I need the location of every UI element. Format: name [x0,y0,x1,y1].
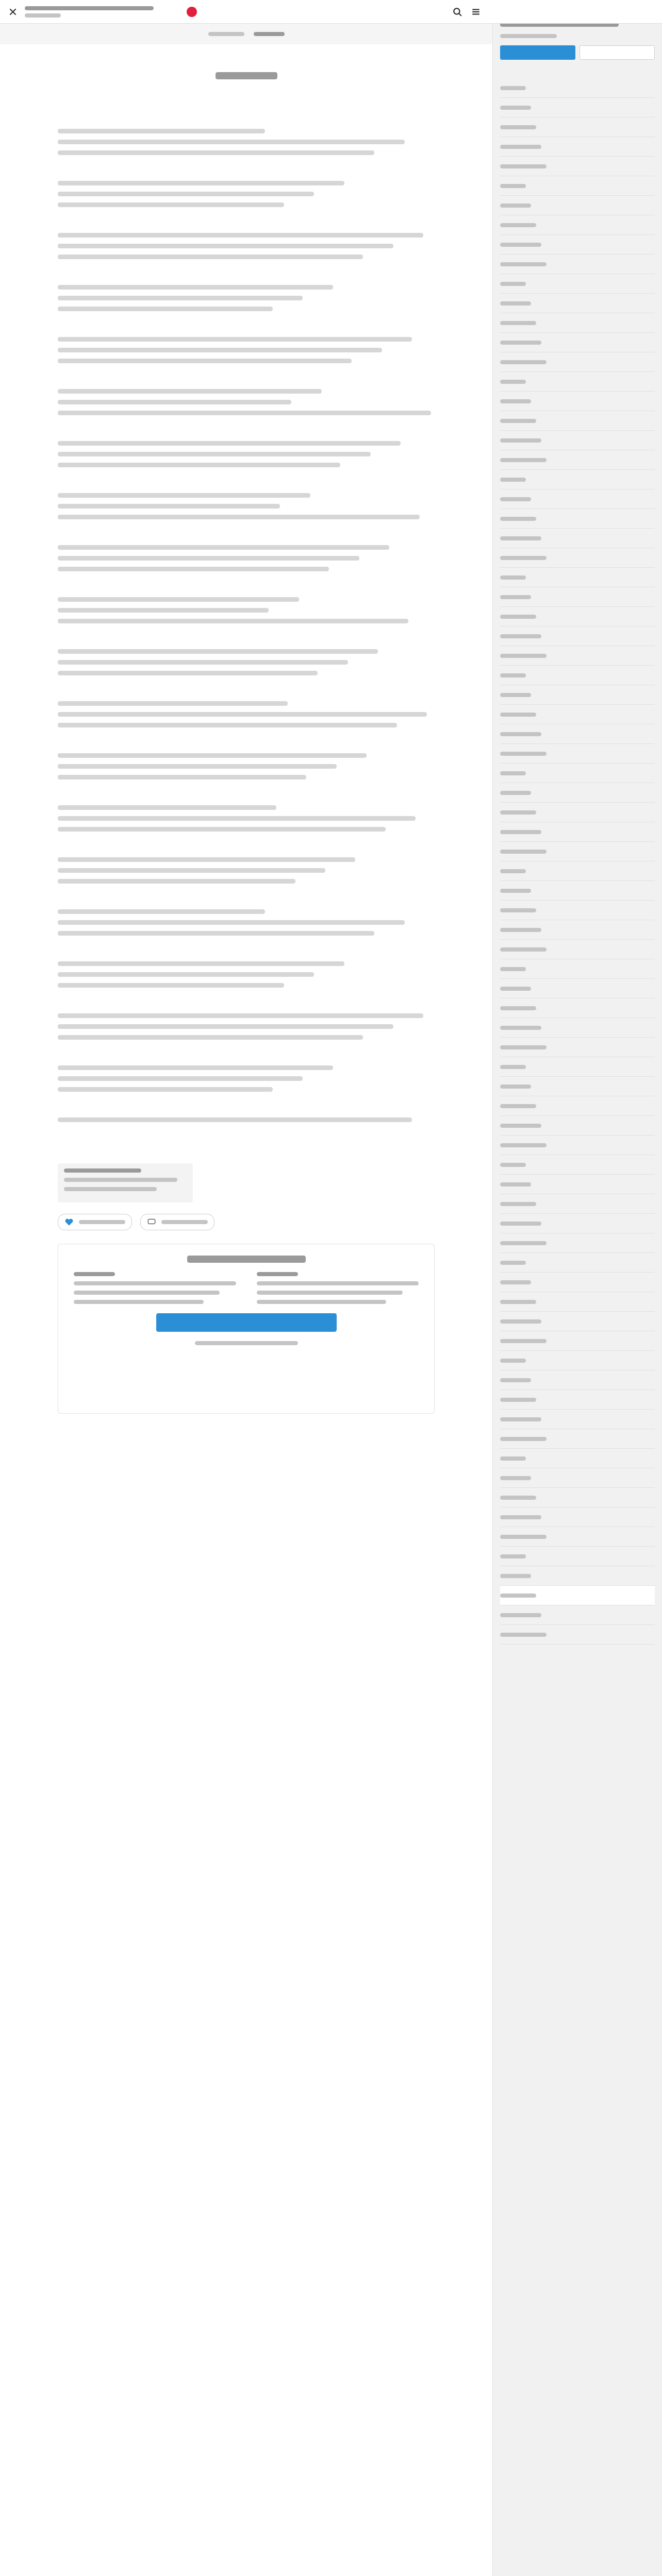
body-paragraph [58,556,359,561]
toc-entry[interactable] [500,1038,655,1057]
toc-entry[interactable] [500,783,655,803]
body-paragraph [58,192,314,196]
toc-entry[interactable] [500,646,655,666]
toc-entry[interactable] [500,313,655,333]
body-paragraph [58,764,337,769]
toc-entry[interactable] [500,137,655,157]
toc-entry[interactable] [500,1429,655,1449]
toc-entry[interactable] [500,842,655,861]
body-paragraph [58,545,389,550]
toc-entry[interactable] [500,1057,655,1077]
body-paragraph [58,1013,423,1018]
toc-entry[interactable] [500,1547,655,1566]
body-paragraph [58,400,291,404]
body-paragraph [58,712,427,717]
toc-entry[interactable] [500,1605,655,1625]
body-paragraph [58,608,269,613]
review-button[interactable] [500,45,575,60]
toc-entry[interactable] [500,1116,655,1136]
toc-entry[interactable] [500,157,655,176]
toc-entry[interactable] [500,274,655,294]
top-bar [0,0,662,24]
body-paragraph [58,129,265,133]
toc-entry[interactable] [500,255,655,274]
support-actions [58,1214,435,1230]
toc-entry[interactable] [500,392,655,411]
body-paragraph [58,1076,303,1081]
support-panel [58,1163,435,1414]
toc-entry[interactable] [500,666,655,685]
body-paragraph [58,660,348,665]
toc-entry[interactable] [500,1096,655,1116]
toc-entry[interactable] [500,1410,655,1429]
work-title-block [25,6,179,18]
toc-entry[interactable] [500,803,655,822]
toc-entry[interactable] [500,1527,655,1547]
toc-entry[interactable] [500,215,655,235]
follow-button[interactable] [580,45,655,60]
body-paragraph [58,181,344,185]
body-paragraph [58,202,284,207]
toc-entry[interactable] [500,920,655,940]
toc-entry[interactable] [500,705,655,724]
body-paragraph [58,1035,363,1040]
body-paragraph [58,515,420,519]
toc-entry[interactable] [500,1586,655,1605]
body-paragraph [58,255,363,259]
body-paragraph [58,307,273,311]
search-icon[interactable] [453,7,462,16]
toc-entry[interactable] [500,1488,655,1507]
episode-heading [0,72,492,79]
toc-entry[interactable] [500,196,655,215]
toc-entry[interactable] [500,979,655,998]
toolbar-actions [453,7,481,16]
body-paragraph [58,359,352,363]
body-paragraph [58,931,374,936]
body-paragraph [58,150,374,155]
toc-entry[interactable] [500,1136,655,1155]
body-paragraph [58,463,340,467]
toc-entry[interactable] [500,881,655,901]
toc-entry[interactable] [500,1566,655,1586]
toc-entry[interactable] [500,1253,655,1273]
toc-entry[interactable] [500,1625,655,1645]
toc-entry[interactable] [500,1233,655,1253]
episode-reader [0,24,492,2576]
body-paragraph [58,493,310,498]
body-paragraph [58,1024,393,1029]
toc-entry[interactable] [500,1507,655,1527]
toc-entry[interactable] [500,1273,655,1292]
toc-entry[interactable] [500,861,655,881]
toc-entry[interactable] [500,1370,655,1390]
body-paragraph [58,619,408,623]
toc-entry[interactable] [500,1390,655,1410]
current-episode-label [254,32,285,36]
body-paragraph [58,868,325,873]
toc-entry[interactable] [500,1155,655,1175]
toc-entry[interactable] [500,568,655,587]
toc-entry[interactable] [500,744,655,764]
toc-entry[interactable] [500,1468,655,1488]
menu-icon[interactable] [471,7,481,16]
body-paragraph [58,452,371,456]
body-paragraph [58,909,265,914]
body-paragraph [58,723,397,727]
body-paragraph [58,753,367,758]
toc-entry[interactable] [500,470,655,489]
body-paragraph [58,233,423,238]
toc-entry[interactable] [500,607,655,626]
toc-entry[interactable] [500,1449,655,1468]
body-paragraph [58,827,386,832]
body-paragraph [58,504,280,509]
toc-entry[interactable] [500,333,655,352]
toc-entry[interactable] [500,352,655,372]
toc-entry[interactable] [500,901,655,920]
toc-entry[interactable] [500,411,655,431]
toc-entry[interactable] [500,1175,655,1194]
toc-entry[interactable] [500,587,655,607]
body-paragraph [58,961,344,966]
site-logo[interactable] [187,7,197,17]
toc-entry[interactable] [500,685,655,705]
toc-entry[interactable] [500,235,655,255]
body-paragraph [58,879,295,884]
body-paragraph [58,244,393,248]
body-paragraph [58,337,412,342]
toc-entry[interactable] [500,1194,655,1214]
support-tip [58,1163,193,1202]
support-button[interactable] [58,1214,132,1230]
toc-entry[interactable] [500,529,655,548]
body-paragraph [58,389,322,394]
toc-entry[interactable] [500,372,655,392]
toc-entry[interactable] [500,1077,655,1096]
body-paragraph [58,567,329,571]
body-paragraph [58,701,288,706]
body-paragraph [58,983,284,988]
toc-entry[interactable] [500,822,655,842]
signup-column-right [257,1272,419,1304]
body-paragraph [58,597,299,602]
toc-entry[interactable] [500,450,655,470]
toc-entry[interactable] [500,431,655,450]
body-paragraph [58,296,303,300]
toc-entry[interactable] [500,176,655,196]
work-sidebar [492,0,662,2576]
body-paragraph [58,857,355,862]
toc-entry[interactable] [500,764,655,783]
toc-entry[interactable] [500,1312,655,1331]
toc-entry[interactable] [500,1351,655,1370]
toc-entry[interactable] [500,1292,655,1312]
body-paragraph [58,1087,273,1092]
toc-entry[interactable] [500,940,655,959]
body-paragraph [58,411,431,415]
toc-entry[interactable] [500,1331,655,1351]
comment-icon [147,1217,156,1227]
comment-button[interactable] [140,1214,214,1230]
brand-logo-icon [187,7,197,17]
toc-entry[interactable] [500,548,655,568]
episode-body [0,129,492,1122]
toc-entry[interactable] [500,78,655,98]
table-of-contents [500,78,655,1645]
body-paragraph [58,348,382,352]
signup-card [58,1244,435,1414]
toc-entry[interactable] [500,509,655,529]
body-paragraph [58,140,405,144]
toc-entry[interactable] [500,117,655,137]
body-paragraph [58,775,306,779]
heart-icon [64,1217,74,1227]
toc-entry[interactable] [500,724,655,744]
close-icon[interactable] [8,7,18,16]
previous-episode-link[interactable] [208,32,244,36]
body-paragraph [58,805,276,810]
toc-entry[interactable] [500,1214,655,1233]
toc-entry[interactable] [500,1018,655,1038]
body-paragraph [58,671,318,675]
toc-entry[interactable] [500,626,655,646]
episode-navigation [0,24,492,44]
body-paragraph [58,441,401,446]
body-paragraph [58,285,333,290]
signup-button[interactable] [156,1313,337,1332]
toc-entry[interactable] [500,294,655,313]
toc-entry[interactable] [500,959,655,979]
login-link[interactable] [195,1341,298,1345]
signup-column-left [74,1272,236,1304]
toc-entry[interactable] [500,98,655,117]
body-paragraph [58,649,378,654]
body-paragraph [58,972,314,977]
body-paragraph [58,1117,412,1122]
toc-entry[interactable] [500,998,655,1018]
body-paragraph [58,1065,333,1070]
body-paragraph [58,816,416,821]
toc-entry[interactable] [500,489,655,509]
body-paragraph [58,920,405,925]
